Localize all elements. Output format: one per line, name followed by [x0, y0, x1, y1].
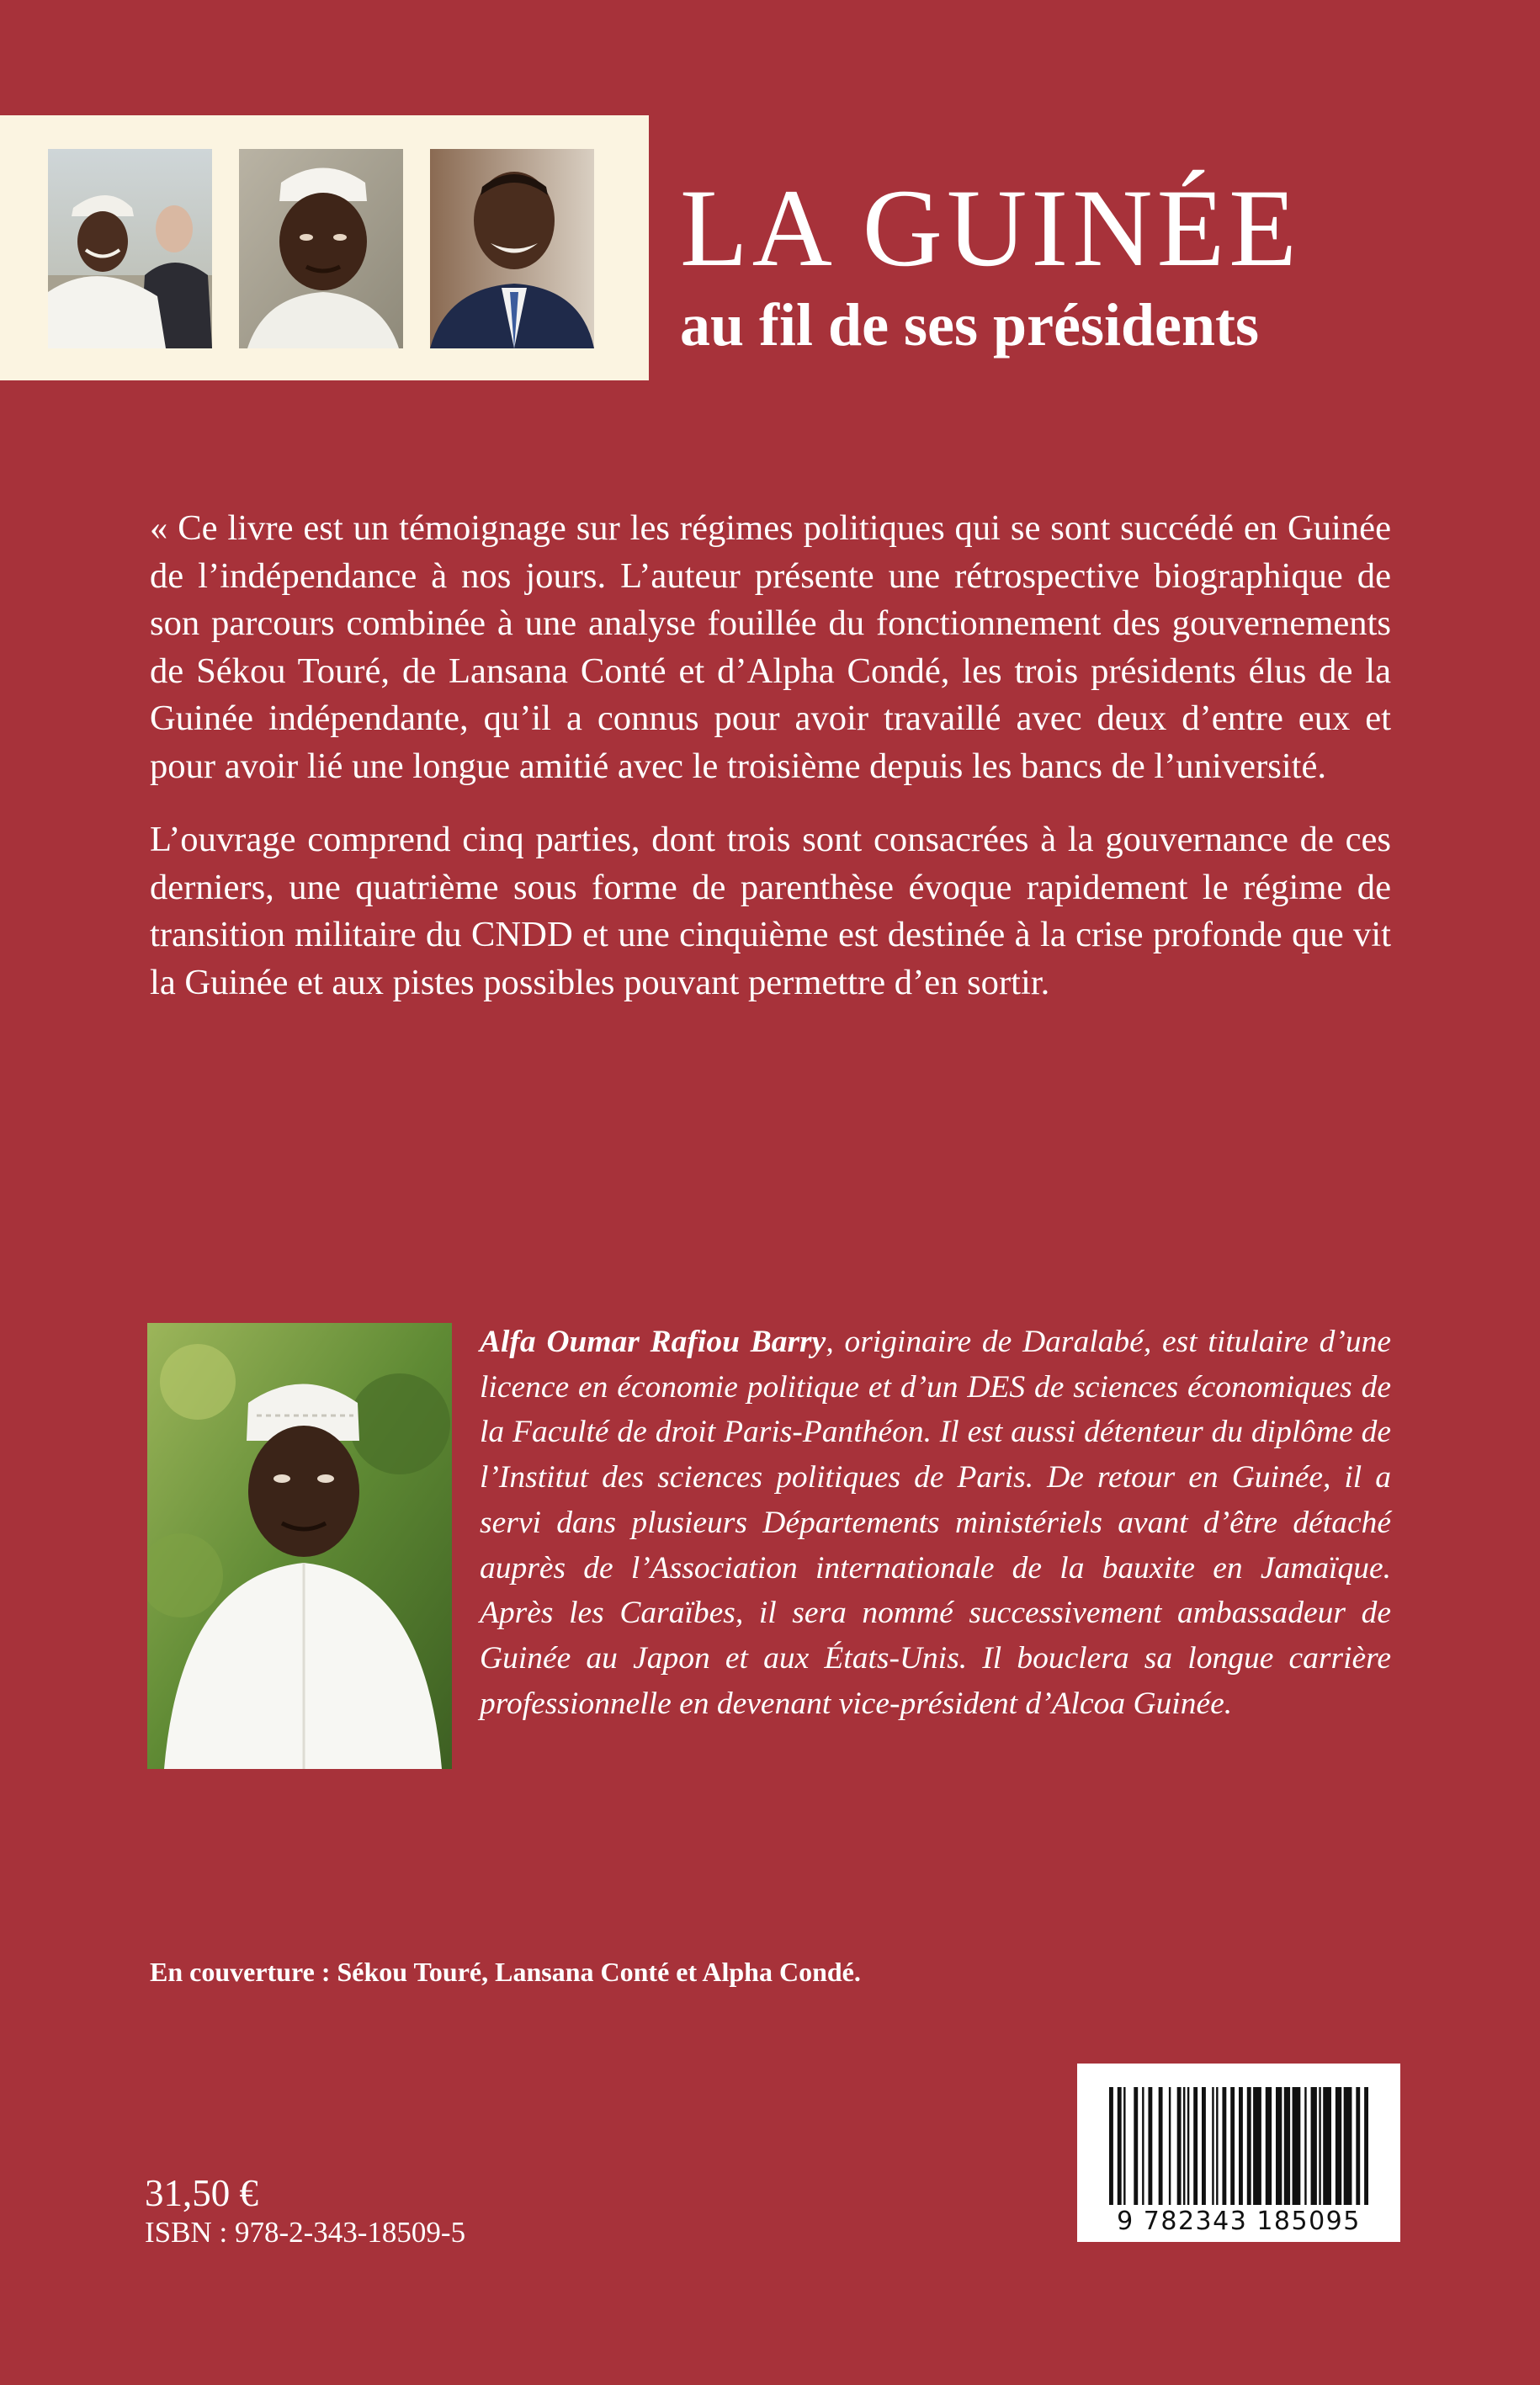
barcode-bar: [1266, 2087, 1272, 2205]
cover-credit: En couverture : Sékou Touré, Lansana Conté et Alpha Condé.: [150, 1957, 861, 1987]
barcode-bar: [1304, 2087, 1306, 2205]
barcode-bar: [1123, 2087, 1125, 2205]
price: 31,50 €: [145, 2172, 258, 2214]
book-title: LA GUINÉE: [680, 166, 1301, 289]
barcode-bar: [1193, 2087, 1197, 2205]
barcode-bar: [1187, 2087, 1189, 2205]
barcode-bar: [1284, 2087, 1290, 2205]
barcode-bar: [1109, 2087, 1113, 2205]
barcode-bar: [1293, 2087, 1301, 2205]
barcode-bar: [1276, 2087, 1282, 2205]
president-photo-2: [239, 149, 403, 348]
barcode-bar: [1148, 2087, 1152, 2205]
barcode-bar: [1336, 2087, 1341, 2205]
barcode-digits: 9 782343 185095: [1117, 2207, 1361, 2236]
summary-paragraph-2: L’ouvrage comprend cinq parties, dont trois sont consacrées à la gouvernance de ces derniers, une quatrième sous forme de parenthèse évoque rapidement le régime de transition militaire du CNDD et une cinquième est destinée à la crise profonde que vit la Guinée et aux pistes possibles pouvant permettre d’en sortir.: [150, 820, 1391, 1002]
barcode-bar: [1230, 2087, 1235, 2205]
barcode-bar: [1344, 2087, 1352, 2205]
author-name: Alfa Oumar Rafiou Barry: [480, 1325, 826, 1359]
barcode-bar: [1239, 2087, 1243, 2205]
barcode-bar: [1222, 2087, 1226, 2205]
barcode-bar: [1169, 2087, 1171, 2205]
barcode-bar: [1356, 2087, 1360, 2205]
barcode-bar: [1323, 2087, 1331, 2205]
barcode-bar: [1212, 2087, 1213, 2205]
book-subtitle: au fil de ses présidents: [680, 291, 1260, 359]
barcode-bars: [1109, 2087, 1368, 2205]
barcode-bar: [1142, 2087, 1144, 2205]
barcode-bar: [1134, 2087, 1138, 2205]
summary-paragraph-1: « Ce livre est un témoignage sur les régimes politiques qui se sont succédé en Guinée de l’indépendance à nos jours. L’auteur présente une rétrospective biographique de son parcours combinée à une analyse fouillée du fonctionnement des gouvernements de Sékou Touré, de Lansana Conté et d’Alpha Condé, les trois présidents élus de la Guinée indépendante, qu’il a connus pour avoir travaillé avec deux d’entre eux et pour avoir lié une longue amitié avec le troisième depuis les bancs de l’université.: [150, 508, 1391, 786]
barcode-bar: [1319, 2087, 1320, 2205]
president-photo-1: [48, 149, 212, 348]
author-bio: [480, 1320, 1391, 1726]
author-bio-text: , originaire de Daralabé, est titulaire d’une licence en économie politique et d’un DES de sciences économiques de la Faculté de droit Paris-Panthéon. Il est aussi détenteur du diplôme de l’Institut des sciences politiques de Paris. De retour en Guinée, il a servi dans plusieurs Départements ministériels avant d’être détaché auprès de l’Association internationale de la bauxite en Jamaïque. Après les Caraïbes, il sera nommé successivement ambassadeur de Guinée au Japon et aux États-Unis. Il bouclera sa longue carrière professionnelle en devenant vice-président d’Alcoa Guinée.: [480, 1325, 1391, 1721]
author-photo: [147, 1323, 452, 1769]
barcode-bar: [1311, 2087, 1317, 2205]
barcode-bar: [1118, 2087, 1122, 2205]
barcode: [1077, 2064, 1400, 2242]
barcode-bar: [1183, 2087, 1185, 2205]
barcode-bar: [1247, 2087, 1251, 2205]
cover-photo-strip: [0, 115, 649, 380]
barcode-bar: [1216, 2087, 1218, 2205]
barcode-bar: [1364, 2087, 1368, 2205]
president-photo-3: [430, 149, 594, 348]
barcode-bar: [1159, 2087, 1163, 2205]
barcode-bar: [1177, 2087, 1182, 2205]
barcode-bar: [1202, 2087, 1206, 2205]
isbn: ISBN : 978-2-343-18509-5: [145, 2216, 466, 2249]
barcode-bar: [1253, 2087, 1261, 2205]
book-summary: [150, 505, 1391, 1033]
